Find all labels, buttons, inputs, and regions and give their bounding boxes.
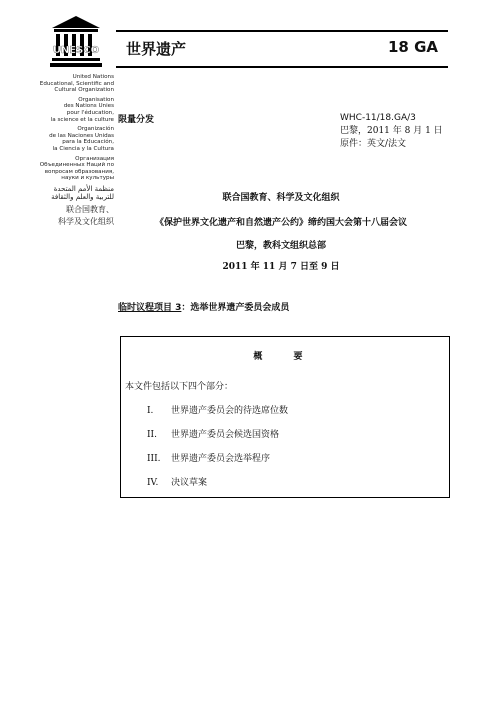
summary-item xyxy=(147,403,288,416)
document-header xyxy=(116,30,448,68)
document-meta xyxy=(340,112,443,151)
summary-item-number: I. xyxy=(147,406,154,416)
org-name-zh: 联合国教育、 科学及文化组织 xyxy=(58,204,114,226)
unesco-logo xyxy=(42,14,110,72)
header-title: 世界遗产 xyxy=(126,40,187,58)
heading-convention: 《保护世界文化遗产和自然遗产公约》缔约国大会第十八届会议 xyxy=(154,218,407,228)
summary-item-number: II. xyxy=(147,430,157,440)
summary-item-text: 决议草案 xyxy=(171,478,208,488)
document-date: 巴黎，2011 年 8 月 1 日 xyxy=(340,126,443,136)
unesco-temple-icon xyxy=(50,14,102,72)
summary-item-number: III. xyxy=(147,454,161,464)
org-name-ar: منظمة الأمم المتحدة للتربية والعلم والثقافة xyxy=(51,184,114,201)
document-id: WHC-11/18.GA/3 xyxy=(340,113,416,123)
summary-item-number: IV. xyxy=(147,478,159,488)
org-name-ru: Организация Объединенных Наций по вопросам образования, науки и культуры xyxy=(39,155,114,182)
agenda-item xyxy=(118,300,289,313)
heading-organization: 联合国教育、科学及文化组织 xyxy=(222,193,340,203)
document-original: 原件：英文/法文 xyxy=(340,139,407,149)
summary-item-text: 世界遗产委员会的待选席位数 xyxy=(171,406,289,416)
heading-place: 巴黎，教科文组织总部 xyxy=(235,241,326,251)
org-name-fr: Organisation des Nations Unies pour l'éducation, la science et la culture xyxy=(50,96,114,123)
summary-item-text: 世界遗产委员会选举程序 xyxy=(171,454,271,464)
agenda-label: 临时议程项目 3 xyxy=(118,303,182,313)
summary-item xyxy=(147,475,207,488)
org-name-es: Organización de las Naciones Unidas para la Educación, la Ciencia y la Cultura xyxy=(49,126,114,152)
logo-letters: UNESCO xyxy=(52,45,100,56)
agenda-text: ：选举世界遗产委员会成员 xyxy=(181,303,290,313)
summary-box xyxy=(120,336,450,498)
heading-dates: 2011 年 11 月 7 日至 9 日 xyxy=(222,262,340,272)
header-code: 18 GA xyxy=(387,38,438,56)
summary-item xyxy=(147,427,279,440)
distribution-label: 限量分发 xyxy=(118,115,155,125)
org-name-en: United Nations Educational, Scientific and Cultural Organization xyxy=(39,74,114,94)
organization-names xyxy=(22,74,114,231)
summary-title: 概 要 xyxy=(253,352,317,362)
summary-item xyxy=(147,451,270,464)
summary-item-text: 世界遗产委员会候选国资格 xyxy=(171,430,280,440)
summary-intro: 本文件包括以下四个部分： xyxy=(125,382,234,392)
